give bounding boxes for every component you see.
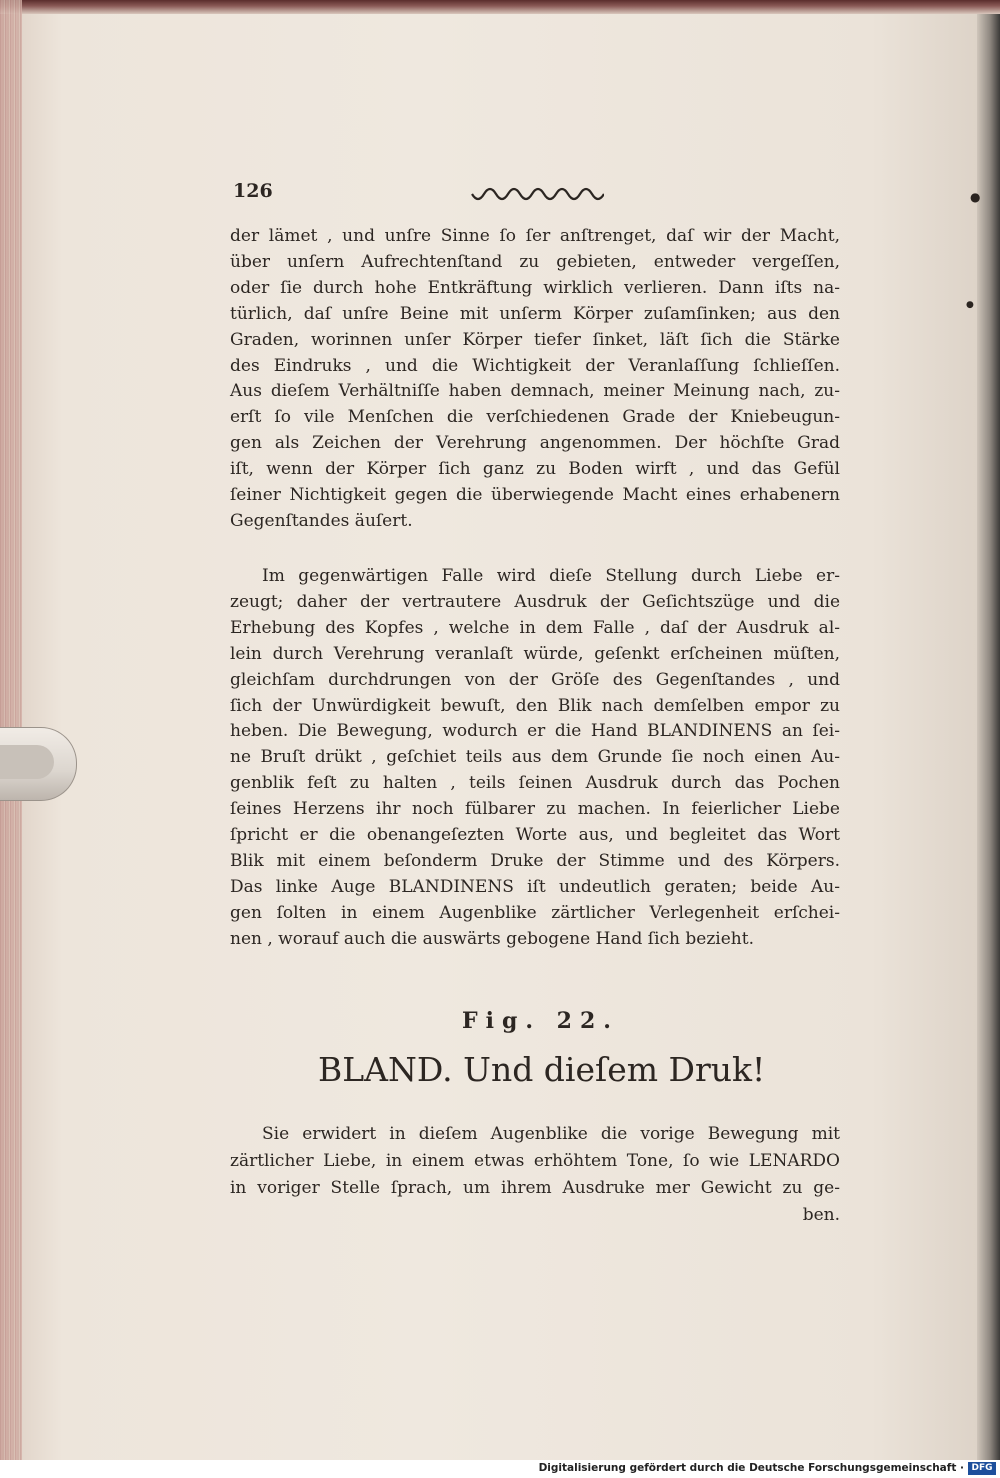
text-line: über unſern Aufrechtenſtand zu gebieten, entweder vergeſſen,	[230, 251, 840, 272]
text-line: nen , worauf auch die auswärts gebogene Hand ſich bezieht.	[230, 928, 754, 949]
text-line: Aus dieſem Verhältniſſe haben demnach, meiner Meinung nach, zu-	[230, 381, 840, 402]
text-line: in voriger Stelle ſprach, um ihrem Ausdruke mer Gewicht zu ge-	[230, 1178, 840, 1198]
text-line: Sie erwidert in dieſem Augenblike die vorige Bewegung mit	[262, 1124, 840, 1144]
ink-speck: ●	[970, 190, 981, 204]
text-line: ſeiner Nichtigkeit gegen die überwiegende Macht eines erhabenern	[230, 485, 840, 505]
footer-text: Digitalisierung gefördert durch die Deutsche Forschungsgemeinschaft ·	[538, 1462, 964, 1474]
text-line: Gegenſtandes äuſert.	[230, 510, 413, 531]
text-line: des Eindruks , und die Wichtigkeit der Veranlaſſung ſchlieſſen.	[230, 355, 840, 376]
text-line: Graden, worinnen unſer Körper tiefer ſinket, läſt ſich die Stärke	[230, 329, 840, 350]
text-line: ſich der Unwürdigkeit bewuſt, den Blik nach demſelben empor zu	[230, 695, 840, 716]
dfg-logo: DFG	[968, 1462, 996, 1475]
text-line: Blik mit einem beſonderm Druke der Stimme und des Körpers.	[230, 850, 840, 871]
page-number: 126	[233, 180, 273, 202]
text-line: zärtlicher Liebe, in einem etwas erhöhtem Tone, ſo wie LENARDO	[230, 1151, 840, 1171]
ink-speck: ●	[966, 300, 974, 310]
figure-heading: BLAND. Und dieſem Druk!	[318, 1050, 766, 1089]
text-line: ne Bruſt drükt , geſchiet teils aus dem Grunde ſie noch einen Au-	[230, 747, 840, 768]
text-line: ſeines Herzens ihr noch fülbarer zu machen. In feierlicher Liebe	[230, 799, 840, 820]
text-line: lein durch Verehrung veranlaſt würde, geſenkt erſcheinen müſten,	[230, 643, 840, 664]
text-line: gen ſolten in einem Augenblike zärtlicher Verlegenheit erſchei-	[230, 902, 840, 923]
text-line: heben. Die Bewegung, wodurch er die Hand BLANDINENS an ſei-	[230, 721, 840, 742]
text-line: ſpricht er die obenangeſezten Worte aus, und begleitet das Wort	[230, 825, 840, 845]
book-top-edge	[0, 0, 1000, 14]
text-line: erſt ſo vile Menſchen die verſchiedenen Grade der Kniebeugun-	[230, 407, 840, 428]
figure-label: Fig. 22.	[462, 1008, 619, 1034]
text-line: gen als Zeichen der Verehrung angenommen. Der höchſte Grad	[230, 433, 840, 454]
text-line: iſt, wenn der Körper ſich ganz zu Boden wirft , und das Gefül	[230, 459, 840, 480]
text-line: Im gegenwärtigen Falle wird dieſe Stellung durch Liebe er-	[262, 566, 840, 586]
text-line: oder ſie durch hohe Entkräftung wirklich verlieren. Dann iſts na-	[230, 277, 840, 298]
text-line: der lämet , und unſre Sinne ſo ſer anſtrenget, daſ wir der Macht,	[230, 226, 840, 246]
wavy-line-ornament-icon	[470, 186, 604, 208]
text-line: ben.	[802, 1205, 840, 1225]
text-line: Das linke Auge BLANDINENS iſt undeutlich geraten; beide Au-	[230, 876, 840, 897]
page-clip-inner	[0, 745, 54, 779]
text-line: türlich, daſ unſre Beine mit unſerm Körper zuſamſinken; aus den	[230, 303, 840, 324]
text-line: zeugt; daher der vertrautere Ausdruk der Geſichtszüge und die	[230, 591, 840, 612]
text-line: gleichſam durchdrungen von der Gröſe des Gegenſtandes , und	[230, 669, 840, 690]
text-line: genblik feſt zu halten , teils ſeinen Ausdruk durch das Pochen	[230, 773, 840, 794]
text-line: Erhebung des Kopfes , welche in dem Falle , daſ der Ausdruk al-	[230, 617, 840, 638]
